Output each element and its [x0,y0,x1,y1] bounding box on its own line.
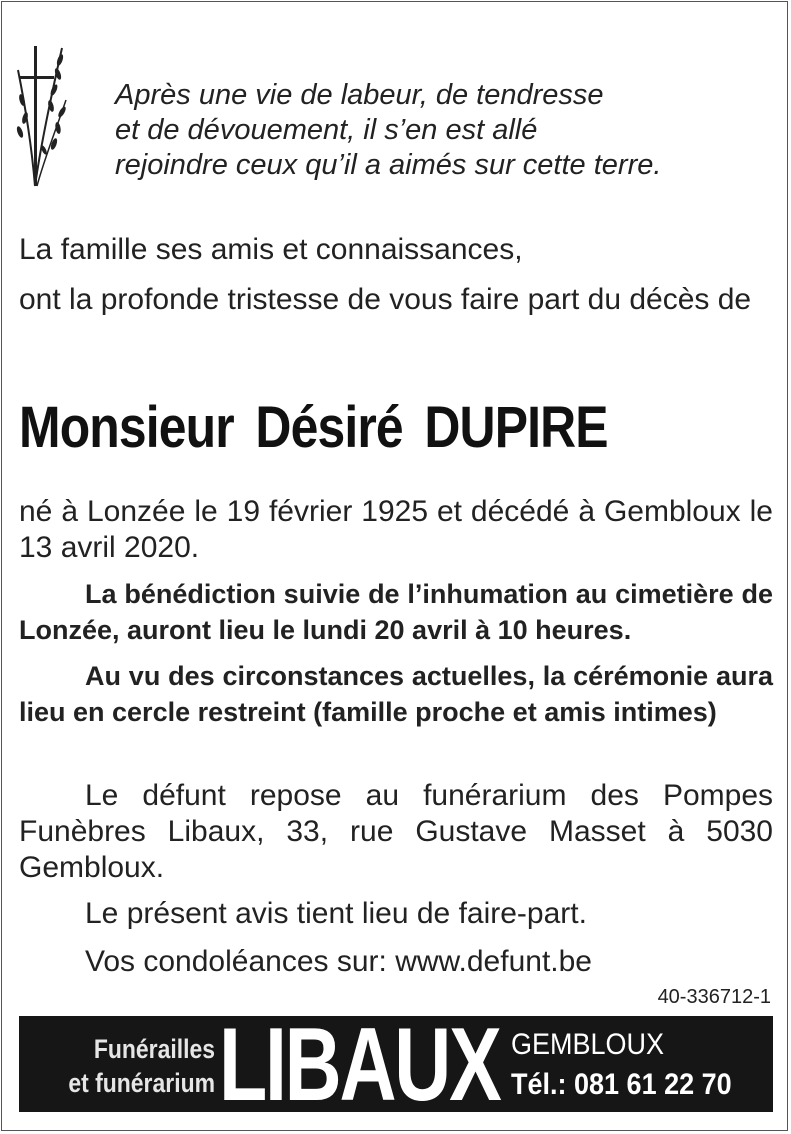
burial-info: La bénédiction suivie de l’inhumation au cimetière de Lonzée, auront lieu le lundi 20 avril à 10 heures. [19,579,773,645]
restriction-info: Au vu des circonstances actuelles, la cérémonie aura lieu en cercle restreint (famille proche et amis intimes) [19,661,773,727]
funeral-home-banner [19,1016,773,1112]
banner-line-2: et funérarium [68,1068,216,1098]
notice-info: Le présent avis tient lieu de faire-part. [85,897,587,930]
poem [115,78,765,183]
repose-info: Le défunt repose au funérarium des Pompes Funèbres Libaux, 33, rue Gustave Masset à 5030 Gembloux. [19,779,773,884]
cross-with-wheat-icon [14,40,70,190]
banner-brand: LIBAUX [219,1016,500,1112]
poem-line-1: Après une vie de labeur, de tendresse [115,79,604,111]
banner-services [57,1032,215,1100]
reference-number: 40-336712-1 [657,986,771,1008]
announcement: ont la profonde tristesse de vous faire part du décès de [19,283,752,316]
birth-death-dates: né à Lonzée le 19 février 1925 et décédé à Gembloux le 13 avril 2020. [19,495,773,564]
poem-line-2: et de dévouement, il s’en est allé [115,114,538,146]
family-line: La famille ses amis et connaissances, [19,233,523,266]
deceased-name: Monsieur Désiré DUPIRE [19,395,608,460]
banner-line-1: Funérailles [93,1034,215,1064]
condolences-info: Vos condoléances sur: www.defunt.be [85,945,592,978]
banner-city: GEMBLOUX [511,1028,665,1061]
banner-phone: Tél.: 081 61 22 70 [511,1068,732,1101]
poem-line-3: rejoindre ceux qu’il a aimés sur cette terre. [115,149,662,181]
